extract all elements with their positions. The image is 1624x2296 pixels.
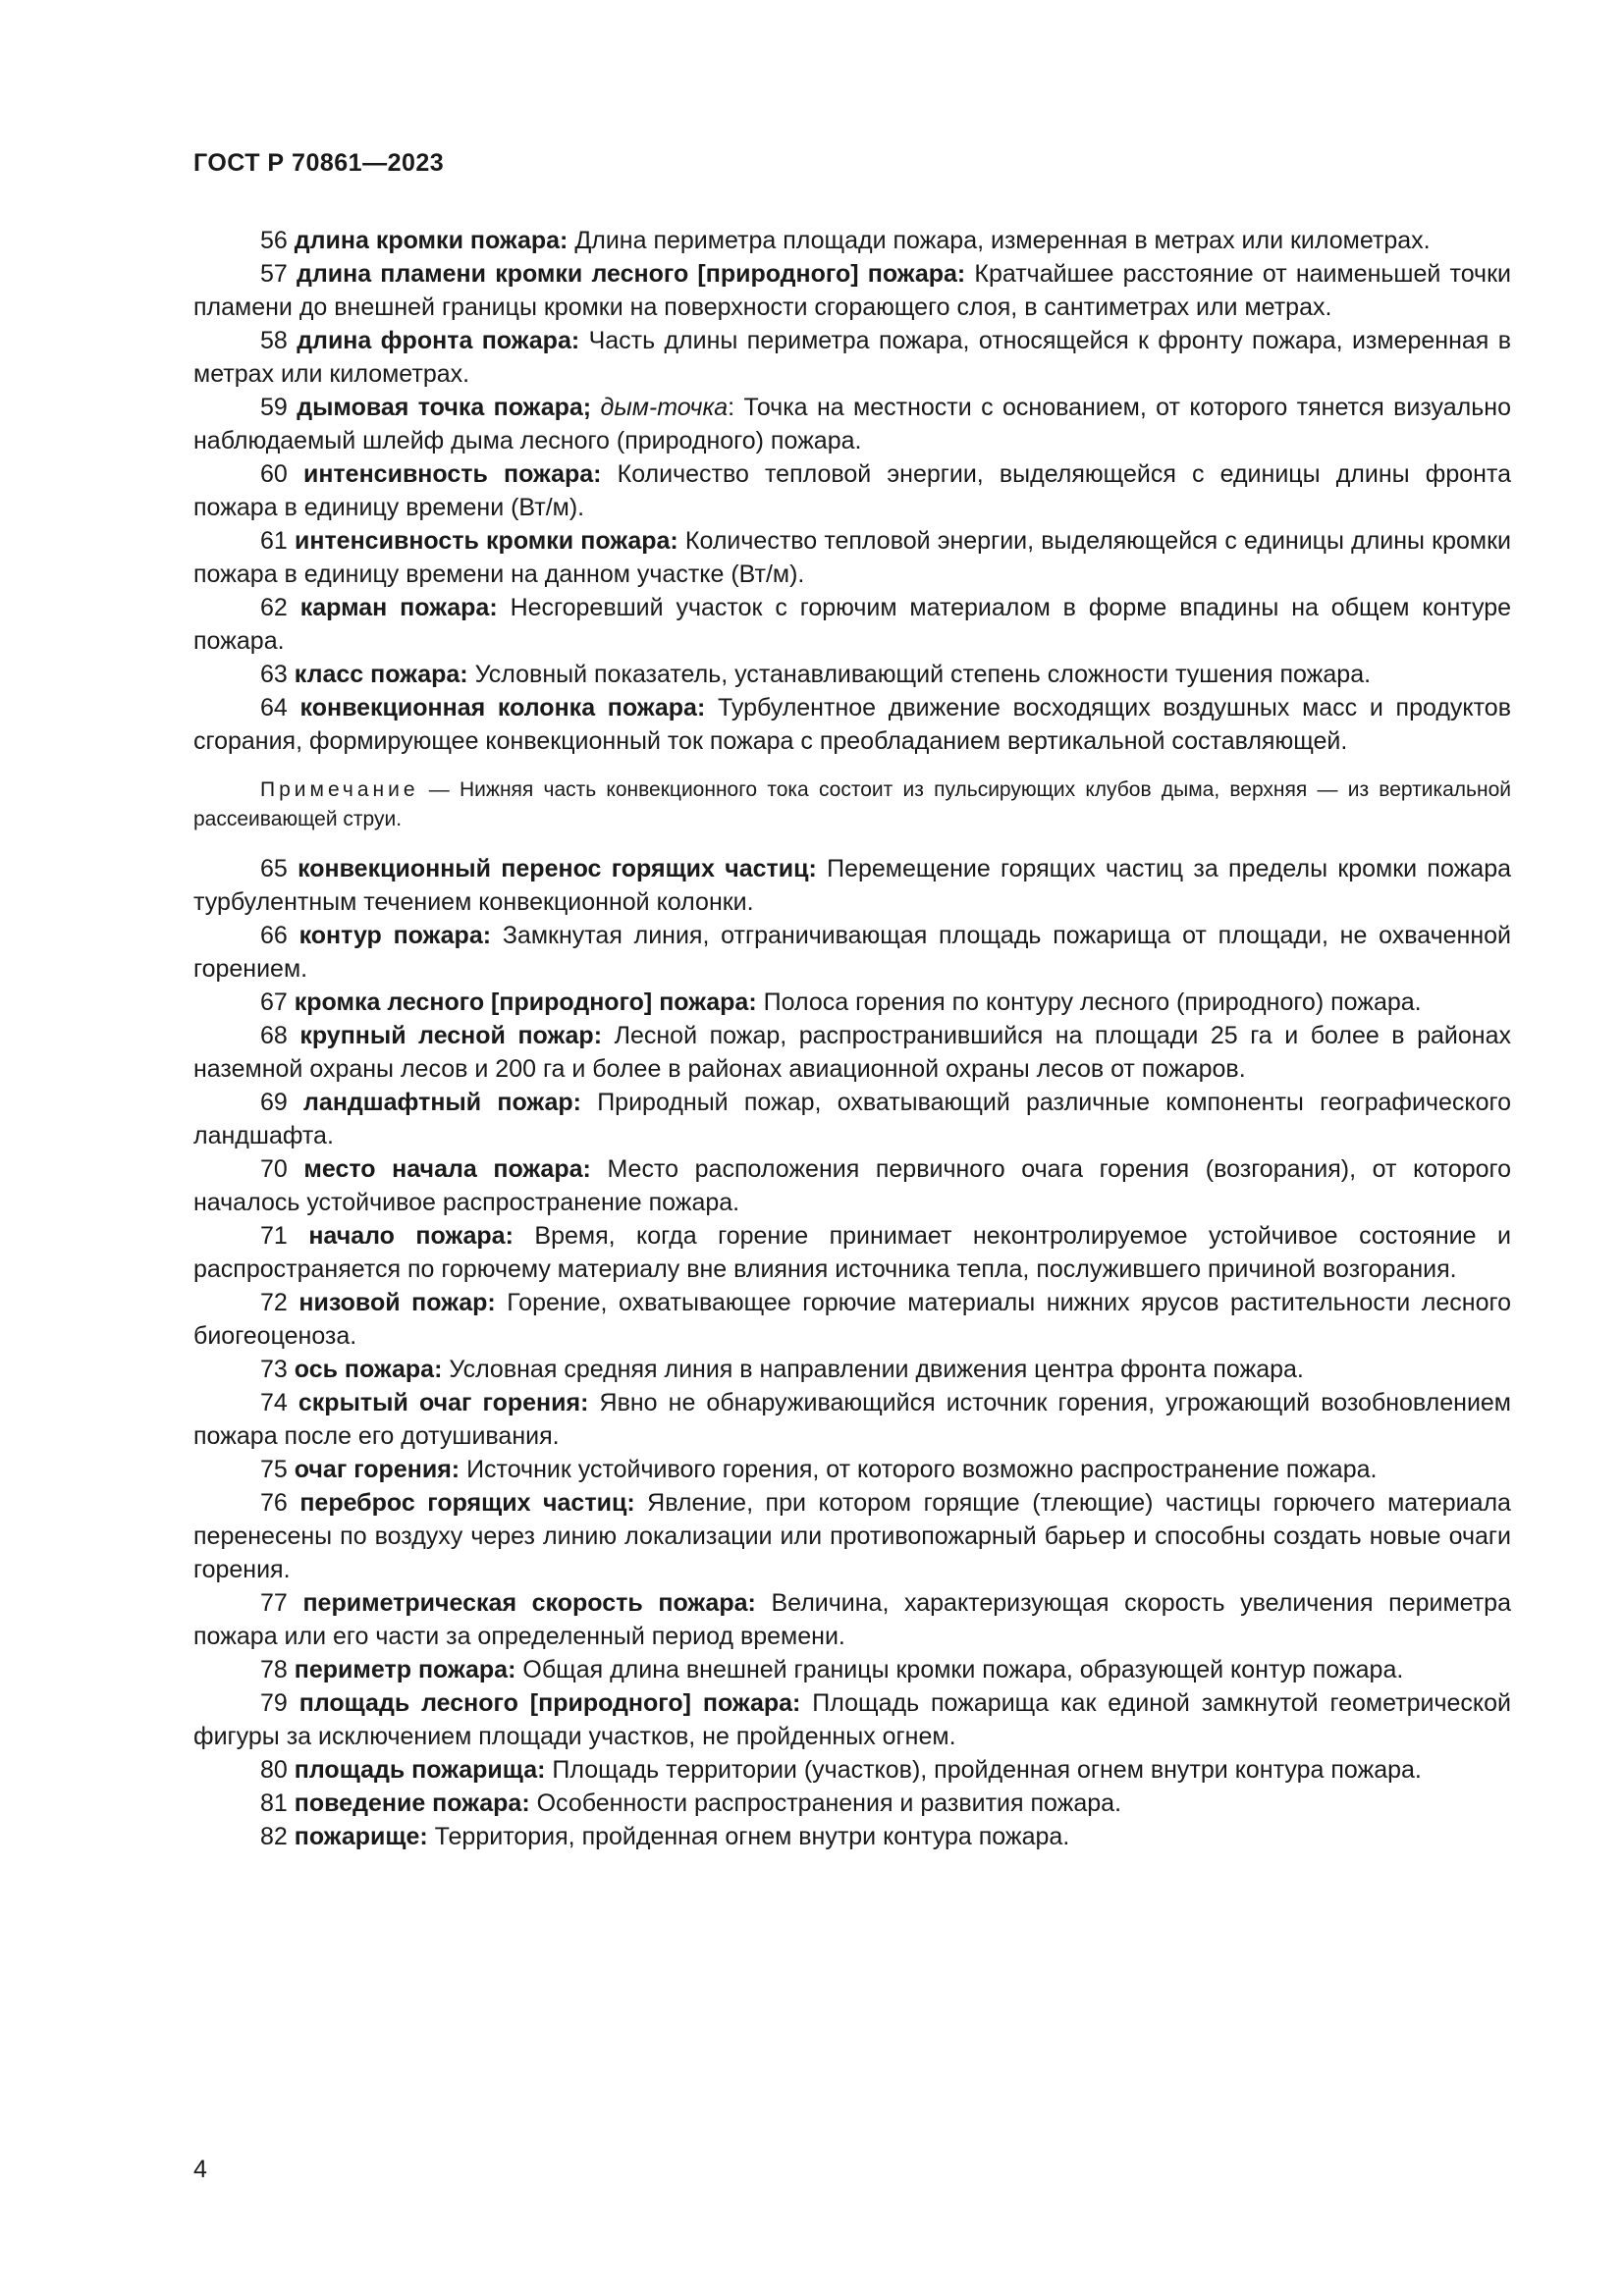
term-number: 76 [260, 1489, 288, 1517]
term-number: 57 [260, 260, 288, 288]
term-name: кромка лесного [природного] пожара: [294, 988, 757, 1016]
term-definition: Площадь пожарища как единой замкнутой геометрической фигуры за исключением площади участков, не пройденных огнем. [193, 1689, 1512, 1750]
term-definition: Явно не обнаруживающийся источник горения, угрожающий возобновлением пожара после его дотушивания. [193, 1389, 1511, 1450]
term-definition: Количество тепловой энергии, выделяющейся с единицы длины кромки пожара в единицу времени на данном участке (Вт/м). [193, 527, 1512, 588]
term-definition: Перемещение горящих частиц за пределы кромки пожара турбулентным течением конвекционной колонки. [193, 855, 1512, 916]
note-block [193, 775, 1511, 834]
term-entry [193, 1486, 1511, 1586]
term-number: 78 [260, 1656, 288, 1683]
term-entry [193, 591, 1511, 658]
term-number: 74 [260, 1389, 288, 1416]
term-name: длина фронта пожара: [297, 327, 580, 354]
term-number: 71 [260, 1222, 288, 1250]
term-number: 69 [260, 1089, 288, 1116]
term-number: 56 [260, 227, 288, 254]
term-synonym: дым-точка [600, 394, 729, 421]
term-definition: Условная средняя линия в направлении движения центра фронта пожара. [449, 1356, 1304, 1383]
term-entry [193, 524, 1511, 591]
note-dash: — [418, 778, 460, 801]
term-number: 73 [260, 1356, 288, 1383]
term-name: площадь пожарища: [294, 1756, 546, 1784]
term-entry [193, 257, 1511, 324]
term-name: конвекционный перенос горящих частиц: [298, 855, 817, 882]
term-name: переброс горящих частиц: [299, 1489, 635, 1517]
term-entry [193, 852, 1511, 919]
term-entry [193, 1353, 1511, 1386]
term-definition: Количество тепловой энергии, выделяющейся с единицы длины фронта пожара в единицу времени (Вт/м). [193, 460, 1512, 521]
term-name: поведение пожара: [294, 1789, 530, 1817]
term-name: интенсивность пожара: [302, 460, 602, 488]
term-entry [193, 457, 1511, 524]
term-number: 58 [260, 327, 288, 354]
term-name: класс пожара: [294, 661, 468, 688]
term-name: низовой пожар: [298, 1289, 496, 1316]
term-number: 80 [260, 1756, 288, 1784]
term-entry [193, 1286, 1511, 1353]
term-name: крупный лесной пожар: [299, 1022, 603, 1049]
term-entry [193, 1453, 1511, 1486]
term-number: 81 [260, 1789, 288, 1817]
term-name: ось пожара: [294, 1356, 443, 1383]
term-entry [193, 1219, 1511, 1286]
term-number: 72 [260, 1289, 288, 1316]
term-name: конвекционная колонка пожара: [299, 694, 706, 721]
term-entry [193, 658, 1511, 691]
term-number: 79 [260, 1689, 288, 1717]
term-definition: Явление, при котором горящие (тлеющие) частицы горючего материала перенесены по воздуху через линию локализации или противопожарный барьер и способны создать новые очаги горения. [193, 1489, 1511, 1583]
term-definition: Время, когда горение принимает неконтролируемое устойчивое состояние и распространяется по горючему материалу вне влияния источника тепла, послужившего причиной возгорания. [193, 1222, 1511, 1283]
term-number: 61 [260, 527, 288, 555]
term-number: 66 [260, 922, 288, 949]
term-name: площадь лесного [природного] пожара: [298, 1689, 801, 1717]
term-definition: Лесной пожар, распространившийся на площади 25 га и более в районах наземной охраны лесов и 200 га и более в районах авиационной охраны лесов от пожаров. [193, 1022, 1511, 1083]
term-number: 67 [260, 988, 288, 1016]
note-label: Примечание [260, 778, 419, 801]
term-entry [193, 1586, 1511, 1653]
term-definition: Источник устойчивого горения, от которого возможно распространение пожара. [466, 1456, 1378, 1483]
term-definition: Особенности распространения и развития пожара. [536, 1789, 1122, 1817]
term-definition: Общая длина внешней границы кромки пожара, образующей контур пожара. [522, 1656, 1404, 1683]
term-number: 82 [260, 1823, 288, 1850]
term-name: периметр пожара: [294, 1656, 516, 1683]
term-definition: Место расположения первичного очага горения (возгорания), от которого началось устойчивое распространение пожара. [193, 1155, 1512, 1216]
term-definition: Замкнутая линия, отграничивающая площадь пожарища от площади, не охваченной горением. [193, 922, 1511, 983]
term-number: 68 [260, 1022, 288, 1049]
term-entry [193, 1152, 1511, 1219]
term-entry [193, 1686, 1511, 1753]
terms-list-part2 [193, 852, 1511, 1853]
term-name: ландшафтный пожар: [303, 1089, 581, 1116]
term-entry [193, 919, 1511, 986]
term-definition: Кратчайшее расстояние от наименьшей точки пламени до внешней границы кромки на поверхности сгорающего слоя, в сантиметрах или метрах. [193, 260, 1511, 321]
term-definition: Турбулентное движение восходящих воздушных масс и продуктов сгорания, формирующее конвекционный ток пожара с преобладанием вертикальной составляющей. [193, 694, 1511, 755]
term-number: 59 [260, 394, 288, 421]
term-entry [193, 1753, 1511, 1787]
term-name: дымовая точка пожара; [297, 394, 592, 421]
term-name: место начала пожара: [303, 1155, 591, 1183]
term-name: начало пожара: [308, 1222, 514, 1250]
term-definition: Природный пожар, охватывающий различные компоненты географического ландшафта. [193, 1089, 1511, 1149]
term-definition: Территория, пройденная огнем внутри контура пожара. [434, 1823, 1070, 1850]
term-number: 65 [260, 855, 288, 882]
term-name: длина кромки пожара: [294, 227, 568, 254]
term-entry [193, 1019, 1511, 1086]
term-definition: Несгоревший участок с горючим материалом в форме впадины на общем контуре пожара. [193, 594, 1512, 655]
page-number: 4 [193, 2156, 207, 2183]
term-entry [193, 224, 1511, 257]
term-name: периметрическая скорость пожара: [302, 1589, 756, 1617]
term-number: 70 [260, 1155, 288, 1183]
term-name: длина пламени кромки лесного [природного] пожара: [296, 260, 966, 288]
term-name: контур пожара: [298, 922, 492, 949]
terms-list-part1 [193, 224, 1511, 758]
term-entry [193, 986, 1511, 1019]
term-entry [193, 1787, 1511, 1820]
term-number: 77 [260, 1589, 288, 1617]
term-definition: Условный показатель, устанавливающий степень сложности тушения пожара. [474, 661, 1372, 688]
term-name: очаг горения: [294, 1456, 460, 1483]
term-number: 60 [260, 460, 288, 488]
term-entry [193, 1820, 1511, 1853]
term-entry [193, 1086, 1511, 1152]
term-name: интенсивность кромки пожара: [294, 527, 678, 555]
term-definition: : Точка на местности с основанием, от которого тянется визуально наблюдаемый шлейф дыма лесного (природного) пожара. [193, 394, 1512, 454]
document-header: ГОСТ Р 70861—2023 [193, 149, 445, 177]
term-definition: Полоса горения по контуру лесного (природного) пожара. [763, 988, 1422, 1016]
term-definition: Длина периметра площади пожара, измеренная в метрах или километрах. [574, 227, 1431, 254]
term-number: 64 [260, 694, 288, 721]
term-entry [193, 391, 1511, 457]
term-name: скрытый очаг горения: [298, 1389, 589, 1416]
term-name: карман пожара: [299, 594, 498, 621]
term-definition: Величина, характеризующая скорость увеличения периметра пожара или его части за определенный период времени. [193, 1589, 1511, 1650]
term-entry [193, 324, 1511, 391]
term-entry [193, 1386, 1511, 1453]
term-definition: Часть длины периметра пожара, относящейся к фронту пожара, измеренная в метрах или километрах. [193, 327, 1511, 388]
note-text: Нижняя часть конвекционного тока состоит из пульсирующих клубов дыма, верхняя — из вертикальной рассеивающей струи. [193, 778, 1511, 830]
term-entry [193, 691, 1511, 758]
term-definition: Горение, охватывающее горючие материалы нижних ярусов растительности лесного биогеоценоза. [193, 1289, 1511, 1350]
term-number: 63 [260, 661, 288, 688]
term-definition: Площадь территории (участков), пройденная огнем внутри контура пожара. [552, 1756, 1422, 1784]
term-entry [193, 1653, 1511, 1686]
terms-content [193, 224, 1511, 1853]
term-number: 62 [260, 594, 288, 621]
term-name: пожарище: [294, 1823, 428, 1850]
term-number: 75 [260, 1456, 288, 1483]
